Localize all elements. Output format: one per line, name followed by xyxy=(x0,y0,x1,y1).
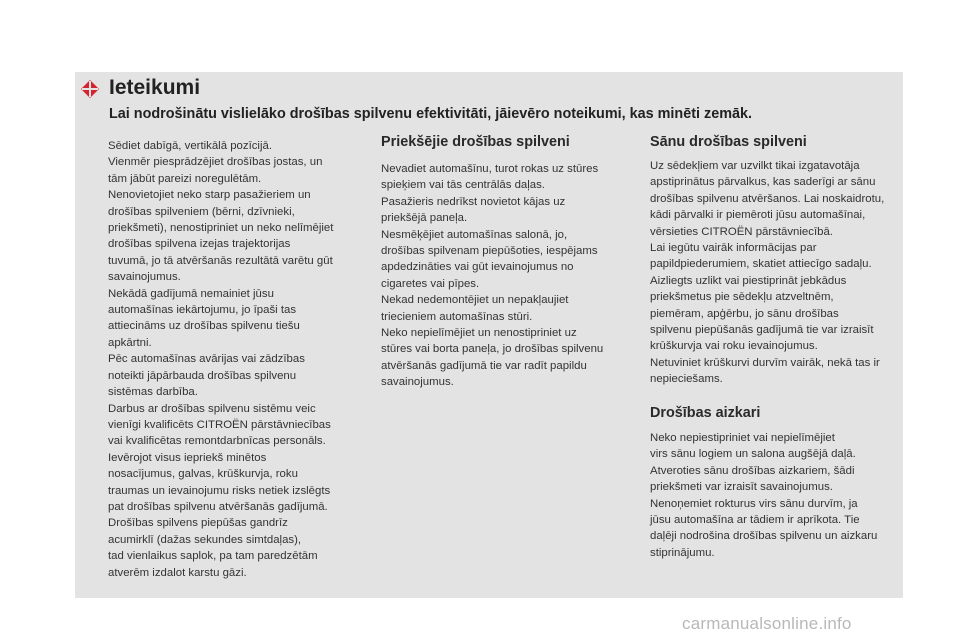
text-line: priekšējā paneļa. xyxy=(381,212,468,225)
text-line: priekšmetus pie sēdekļu atzveltnēm, xyxy=(650,291,834,304)
text-line: cigaretes vai pīpes. xyxy=(381,277,480,290)
text-line: savainojumus. xyxy=(381,376,454,389)
text-line: papildpiederumiem, skatiet attiecīgo sadaļu. xyxy=(650,258,872,271)
text-line: Darbus ar drošības spilvenu sistēmu veic xyxy=(108,402,316,415)
text-line: triecieniem automašīnas stūri. xyxy=(381,310,533,323)
text-line: atvēršanās gadījumā tie var radīt papildu xyxy=(381,359,587,372)
side-airbags-heading: Sānu drošības spilveni xyxy=(650,134,807,150)
text-line: atverēm izdalot karstu gāzi. xyxy=(108,566,247,579)
text-line: Nenovietojiet neko starp pasažieriem un xyxy=(108,189,311,202)
text-line: Pēc automašīnas avārijas vai zādzības xyxy=(108,353,305,366)
text-line: sistēmas darbība. xyxy=(108,386,198,399)
text-line: Nekādā gadījumā nemainiet jūsu xyxy=(108,287,274,300)
text-line: Pasažieris nedrīkst novietot kājas uz xyxy=(381,195,566,208)
text-line: vērsieties CITROËN pārstāvniecībā. xyxy=(650,225,833,238)
text-line: nosacījumus, galvas, krūškurvja, roku xyxy=(108,468,298,481)
text-line: acumirklī (dažas sekundes simtdaļas), xyxy=(108,533,302,546)
text-line: piemēram, apģērbu, jo sānu drošības xyxy=(650,307,839,320)
text-line: tad vienlaikus saplok, pa tam paredzētām xyxy=(108,550,318,563)
text-line: Netuviniet krūškurvi durvīm vairāk, nekā tas ir xyxy=(650,356,880,369)
text-line: priekšmeti var izraisīt savainojumus. xyxy=(650,481,833,494)
text-line: vienīgi kvalificēts CITROËN pārstāvniecības xyxy=(108,418,331,431)
side-airbags-text xyxy=(650,158,902,388)
text-line: noteikti jāpārbauda drošības spilvenu xyxy=(108,369,297,382)
text-line: Vienmēr piesprādzējiet drošības jostas, un xyxy=(108,156,323,169)
text-line: jūsu automašīna ar tādiem ir aprīkota. Tie xyxy=(650,514,860,527)
text-line: pat drošības spilvenu atvēršanās gadījumā. xyxy=(108,500,328,513)
text-line: Atveroties sānu drošības aizkariem, šādi xyxy=(650,464,855,477)
text-line: drošības spilvenu atvēršanos. Lai noskaidrotu, xyxy=(650,192,885,205)
text-line: apkārtni. xyxy=(108,336,152,349)
front-airbags-heading: Priekšējie drošības spilveni xyxy=(381,134,570,150)
text-line: spilvenu piepūšanās gadījumā tie var izraisīt xyxy=(650,324,874,337)
text-line: kādi pārvalki ir piemēroti jūsu automašīnai, xyxy=(650,209,866,222)
text-line: Sēdiet dabīgā, vertikālā pozīcijā. xyxy=(108,140,272,152)
curtain-airbags-heading: Drošības aizkari xyxy=(650,405,761,421)
text-line: stiprinājumu. xyxy=(650,546,715,559)
text-line: Neko nepielīmējiet un nenostipriniet uz xyxy=(381,327,577,340)
text-line: Nenoņemiet rokturus virs sānu durvīm, ja xyxy=(650,497,858,510)
text-line: priekšmeti), nenostipriniet un neko nelīmējiet xyxy=(108,222,334,235)
text-line: Aizliegts uzlikt vai piestiprināt jebkādus xyxy=(650,274,847,287)
text-line: drošības spilvena izejas trajektorijas xyxy=(108,238,291,251)
text-line: traumas un ievainojumu risks netiek izslēgts xyxy=(108,484,331,497)
curtain-airbags-text xyxy=(650,430,902,561)
text-line: automašīnas iekārtojumu, jo īpaši tas xyxy=(108,304,297,317)
text-line: Ievērojot visus iepriekš minētos xyxy=(108,451,267,464)
warning-diamond-icon xyxy=(80,79,100,99)
text-line: Uz sēdekļiem var uzvilkt tikai izgatavotāja xyxy=(650,160,860,172)
text-line: vai kvalificētas remontdarbnīcas personāls. xyxy=(108,435,326,448)
page-title: Ieteikumi xyxy=(109,76,201,99)
text-line: apdedzināties vai gūt ievainojumus no xyxy=(381,261,574,274)
front-airbags-text xyxy=(381,161,631,391)
text-line: apstiprinātus pārvalkus, kas saderīgi ar sānu xyxy=(650,176,876,189)
text-line: tuvumā, jo tā atvēršanās rezultātā varētu gūt xyxy=(108,254,333,267)
text-line: Nevadiet automašīnu, turot rokas uz stūres xyxy=(381,163,599,175)
watermark-text: carmanualsonline.info xyxy=(682,614,852,633)
page-subtitle: Lai nodrošinātu vislielāko drošības spilvenu efektivitāti, jāievēro noteikumi, kas minēti zemāk. xyxy=(109,106,752,122)
text-line: tām jābūt pareizi noregulētām. xyxy=(108,172,262,185)
text-line: Lai iegūtu vairāk informācijas par xyxy=(650,242,817,255)
text-line: Nekad nedemontējiet un nepakļaujiet xyxy=(381,294,569,307)
text-line: drošības spilvenam piepūšoties, iespējams xyxy=(381,245,598,258)
text-line: stūres vai borta paneļa, jo drošības spilvenu xyxy=(381,343,604,356)
text-line: krūškurvja vai roku ievainojumus. xyxy=(650,340,818,353)
general-advice-text xyxy=(108,138,370,581)
text-line: drošības spilveniem (bērni, dzīvnieki, xyxy=(108,205,295,218)
text-line: Neko nepiestipriniet vai nepielīmējiet xyxy=(650,432,835,444)
text-line: spieķiem vai tās centrālās daļas. xyxy=(381,179,545,192)
text-line: daļēji nodrošina drošības spilvenu un aizkaru xyxy=(650,530,878,543)
text-line: Drošības spilvens piepūšas gandrīz xyxy=(108,517,288,530)
text-line: attiecināms uz drošības spilvenu tiešu xyxy=(108,320,300,333)
text-line: nepieciešams. xyxy=(650,373,723,386)
text-line: Nesmēķējiet automašīnas salonā, jo, xyxy=(381,228,568,241)
text-line: savainojumus. xyxy=(108,271,181,284)
text-line: virs sānu logiem un salona augšējā daļā. xyxy=(650,448,856,461)
